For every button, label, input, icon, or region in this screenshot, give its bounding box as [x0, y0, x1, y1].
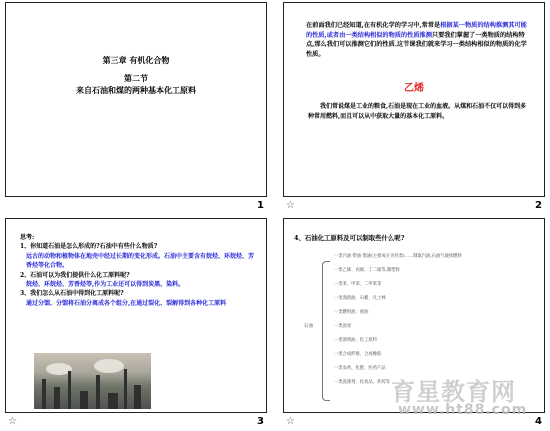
intro-text-black-2: 只要我们掌握了一类物质的结构特点,那么我们可以推测它们的性质.这节课我们就来学习一类结构相似的物质的化学性质。: [306, 31, 527, 58]
outline-line: 一类苯、甲苯、二甲苯等: [334, 282, 382, 287]
outline-root-label: 石油: [304, 324, 313, 329]
chapter-title: 第三章 有机化合物: [102, 55, 170, 65]
refinery-tower: [80, 391, 88, 409]
brace-bracket: [322, 261, 330, 401]
thinking-questions: [20, 233, 258, 308]
slide-thumbnail-2[interactable]: [283, 2, 545, 214]
smoke-plume: [94, 359, 124, 373]
outline-line: 一类溶剂油、化工原料: [334, 338, 377, 343]
site-url-watermark: www.ht88.com: [398, 402, 528, 418]
refinery-photo: [34, 353, 151, 409]
slide-number: 1: [257, 200, 264, 211]
slide-canvas: [5, 2, 267, 197]
outline-line: 一类合成纤维、合成橡胶: [334, 352, 382, 357]
industry-paragraph: 我们常说煤是工业的粮食,石油是现在工业的血液。从煤和石油不仅可以得到多种常用燃料,而且可以从中获取大量的基本化工原料。: [308, 103, 527, 120]
slide-thumbnail-3[interactable]: [5, 218, 267, 430]
intro-text-blue: 根据某一物质的结构推测其可能的性质,或者由一类结构相似的物质的性质推测: [306, 22, 527, 39]
outline-line: 一类汽油 柴油 煤油(主要成分为烃类)……制取汽油,石油气液体燃料: [334, 254, 462, 259]
question-2: 2、石油可以为我们提供什么化工原料呢?: [20, 271, 130, 279]
question-1: 1、你知道石油是怎么形成的?石油中有些什么物质?: [20, 243, 158, 251]
answer-2: 烷烃、环烷烃、芳香烃等,作为工业还可以得到炭黑、染料。: [26, 281, 185, 289]
slide-thumbnail-1[interactable]: [5, 2, 267, 214]
refinery-tower: [108, 393, 118, 409]
section-title: 第二节: [124, 73, 148, 83]
star-icon: ☆: [286, 416, 295, 427]
outline-line: 一类沥青: [334, 324, 352, 329]
refinery-tower: [54, 387, 60, 409]
slide-number: 4: [535, 416, 542, 427]
refinery-tower: [68, 371, 71, 409]
slide-canvas: [283, 2, 545, 197]
refinery-tower: [124, 369, 127, 409]
slide-number: 2: [535, 200, 542, 211]
refinery-tower: [96, 375, 100, 409]
slide-canvas: [5, 218, 267, 413]
outline-line: 一类燃料油、重油: [334, 310, 369, 315]
outline-line: 一类乙烯、丙烯、丁二烯等,制塑料: [334, 268, 400, 273]
lesson-subtitle: 来自石油和煤的两种基本化工原料: [76, 85, 196, 95]
ethene-heading: 乙烯: [404, 83, 424, 94]
intro-text-black: 在前面我们已经知道,在有机化学的学习中,常常是: [306, 22, 441, 29]
outline-line: 一类润滑油、石蜡、凡士林: [334, 296, 386, 301]
slide-title: 4、石油化工原料及可以制取些什么呢?: [294, 234, 405, 242]
outline-line: 一类洗涤剂、化妆品、炸药等: [334, 380, 390, 385]
answer-1: 远古的动物和植物体在地壳中经过长期的变化形成。石油中主要含有烷烃、环烷烃、芳香烃等化合物。: [26, 252, 255, 270]
answer-3: 通过分馏、分馏将石油分离成各个组分,在通过裂化、裂解得到各种化工原料: [26, 299, 227, 307]
refinery-tower: [134, 385, 141, 409]
star-icon: ☆: [286, 200, 295, 211]
refinery-tower: [42, 379, 46, 409]
outline-line: 一类农药、化肥、医药产品: [334, 366, 386, 371]
thinking-heading: 思考:: [20, 234, 35, 241]
intro-paragraph: [306, 21, 532, 59]
site-watermark: 育星教育网: [391, 377, 516, 406]
star-icon: ☆: [8, 416, 17, 427]
slide-number: 3: [257, 416, 264, 427]
question-3: 3、我们怎么从石油中得到化工原料呢?: [20, 290, 124, 298]
